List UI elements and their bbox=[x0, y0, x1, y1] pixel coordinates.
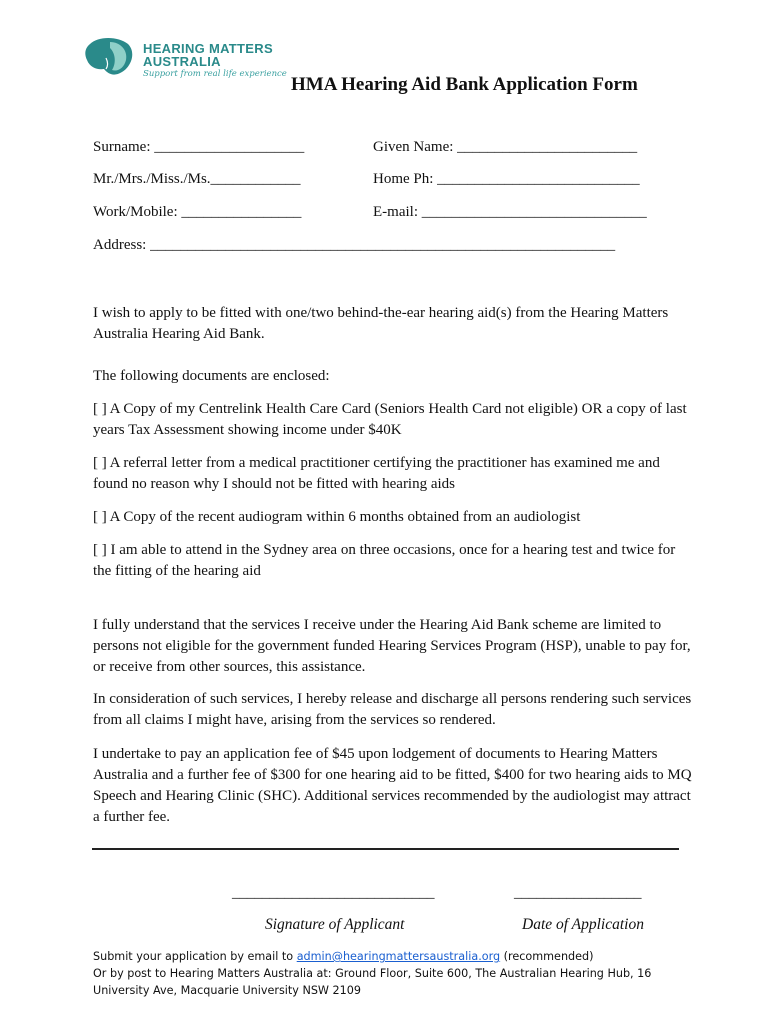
submission-footer bbox=[93, 948, 693, 999]
form-title: HMA Hearing Aid Bank Application Form bbox=[291, 74, 638, 95]
date-line[interactable]: _________________ bbox=[514, 885, 642, 901]
home-phone-field[interactable]: Home Ph: ___________________________ bbox=[373, 171, 640, 187]
section-divider bbox=[92, 848, 679, 850]
checklist-item[interactable] bbox=[93, 453, 693, 495]
terms-paragraph bbox=[93, 615, 693, 678]
documents-heading-text: The following documents are enclosed: bbox=[93, 368, 330, 384]
signature-caption: Signature of Applicant bbox=[265, 916, 405, 933]
checklist-item[interactable] bbox=[93, 507, 693, 528]
terms-text: In consideration of such services, I hereby release and discharge all persons rendering such services from all claims I might have, arising from the services so rendered. bbox=[93, 691, 692, 728]
terms-text: I fully understand that the services I receive under the Hearing Aid Bank scheme are limited to persons not eligible for the government funded Hearing Services Program (HSP), unable to pay for, or receive from other sources, this assistance. bbox=[93, 617, 691, 675]
email-field[interactable]: E-mail: ______________________________ bbox=[373, 204, 647, 220]
date-caption: Date of Application bbox=[522, 916, 644, 933]
footer-postal-line: Or by post to Hearing Matters Australia at: Ground Floor, Suite 600, The Australian Hearing Hub, 16 University Ave, Macquarie University NSW 2109 bbox=[93, 967, 652, 997]
hma-logo-icon bbox=[84, 36, 134, 78]
checklist-item-text: [ ] A Copy of the recent audiogram within 6 months obtained from an audiologist bbox=[93, 509, 581, 525]
terms-text: I undertake to pay an application fee of $45 upon lodgement of documents to Hearing Matters Australia and a further fee of $300 for one hearing aid to be fitted, $400 for two hearing aids to MQ Speech and Hearing Clinic (SHC). Additional services recommended by the audiologist may attract a further fee. bbox=[93, 746, 692, 825]
work-mobile-field[interactable]: Work/Mobile: ________________ bbox=[93, 204, 302, 220]
checklist-item-text: [ ] A Copy of my Centrelink Health Care Card (Seniors Health Card not eligible) OR a copy of last years Tax Assessment showing income under $40K bbox=[93, 401, 687, 438]
email-link[interactable]: admin@hearingmattersaustralia.org bbox=[296, 950, 501, 963]
checklist-item-text: [ ] I am able to attend in the Sydney area on three occasions, once for a hearing test and twice for the fitting of the hearing aid bbox=[93, 542, 676, 579]
logo-wordmark bbox=[143, 42, 273, 68]
logo-line-1: HEARING MATTERS bbox=[143, 41, 273, 56]
documents-heading bbox=[93, 366, 693, 387]
footer-prefix: Submit your application by email to bbox=[93, 950, 297, 963]
intro-paragraph bbox=[93, 303, 693, 345]
terms-paragraph bbox=[93, 744, 693, 828]
surname-field[interactable]: Surname: ____________________ bbox=[93, 139, 305, 155]
logo-line-2: AUSTRALIA bbox=[143, 54, 221, 69]
footer-suffix: (recommended) bbox=[500, 950, 594, 963]
terms-paragraph bbox=[93, 689, 693, 731]
intro-text: I wish to apply to be fitted with one/two behind-the-ear hearing aid(s) from the Hearing Matters Australia Hearing Aid Bank. bbox=[93, 305, 669, 342]
title-field[interactable]: Mr./Mrs./Miss./Ms.____________ bbox=[93, 171, 301, 187]
checklist-item[interactable] bbox=[93, 399, 693, 441]
checklist-item-text: [ ] A referral letter from a medical practitioner certifying the practitioner has examined me and found no reason why I should not be fitted with hearing aids bbox=[93, 455, 660, 492]
logo-tagline: Support from real life experience bbox=[143, 69, 287, 79]
given-name-field[interactable]: Given Name: ________________________ bbox=[373, 139, 638, 155]
checklist-item[interactable] bbox=[93, 540, 693, 582]
signature-line[interactable]: ___________________________ bbox=[232, 885, 435, 901]
footer-email-line bbox=[93, 948, 693, 965]
address-field[interactable]: Address: ______________________________________________________________ bbox=[93, 237, 616, 253]
